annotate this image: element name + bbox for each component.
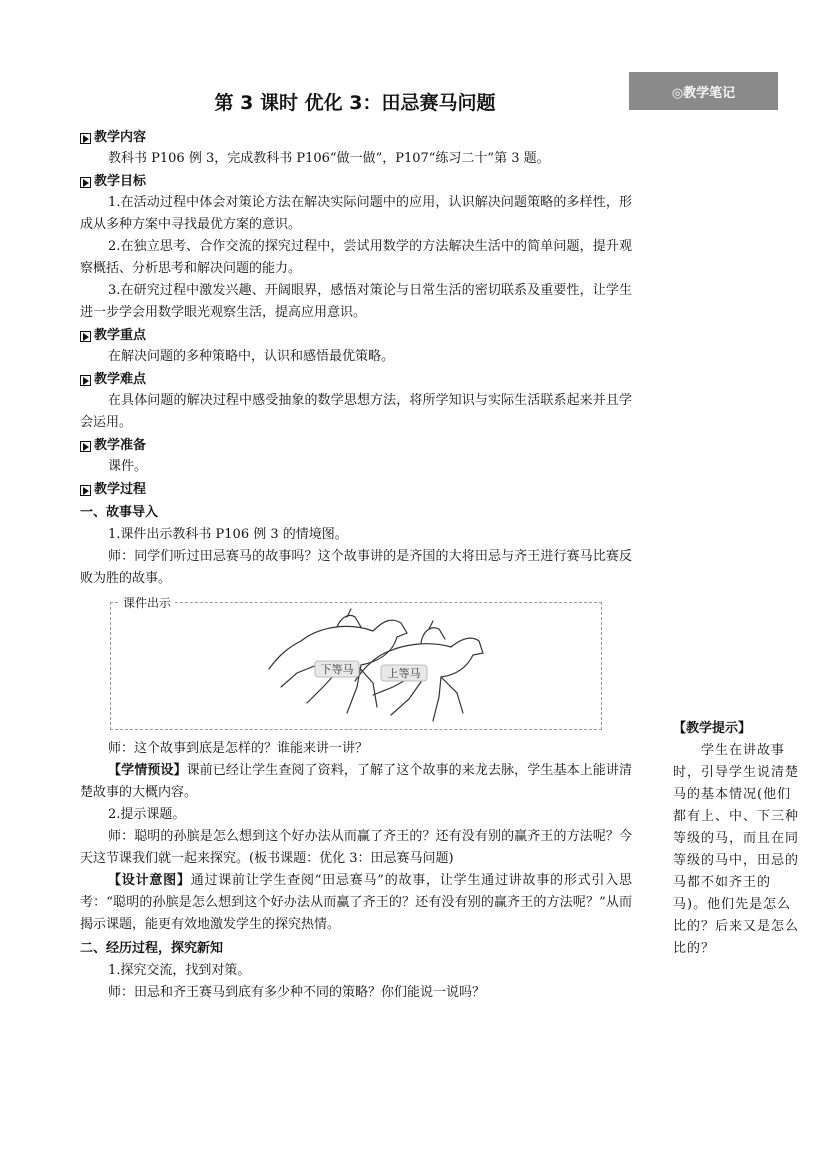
paragraph: 【设计意图】通过课前让学生查阅“田忌赛马”的故事，让学生通过讲故事的形式引入思考：“聪明的孙膑是怎么想到这个好办法从而赢了齐王的？还有没有别的赢齐王的方法呢？”从而揭示课题，能更有效地激发学生的探究热情。 — [80, 873, 632, 932]
key-text: 在解决问题的多种策略中，认识和感悟最优策略。 — [108, 349, 395, 364]
horse-race-illustration — [111, 603, 601, 729]
prep-text: 课件。 — [108, 459, 148, 474]
horse-label-right: 上等马 — [387, 667, 421, 680]
triangle-marker-icon — [80, 441, 91, 452]
teaching-notes-tab: ◎教学笔记 — [629, 72, 778, 110]
paragraph: 师：聪明的孙膑是怎么想到这个好办法从而赢了齐王的？还有没有别的赢齐王的方法呢？今天这节课我们就一起来探究。(板书课题：优化 3：田忌赛马问题) — [80, 829, 632, 866]
tip-text: 学生在讲故事时，引导学生说清楚马的基本情况(他们都有上、中、下三种等级的马，而且在同等级的马中，田忌的马都不如齐王的马)。他们先是怎么比的？后来又是怎么比的？ — [673, 743, 800, 956]
goal-item: 3.在研究过程中激发兴趣、开阔眼界，感悟对策论与日常生活的密切联系及重要性，让学生进一步学会用数学眼光观察生活，提高应用意识。 — [80, 283, 632, 320]
tip-heading: 【教学提示】 — [673, 721, 752, 736]
paragraph: 1.课件出示教科书 P106 例 3 的情境图。 — [108, 527, 348, 542]
page-title: 第 3 课时 优化 3：田忌赛马问题 — [214, 92, 496, 114]
paragraph: 师：同学们听过田忌赛马的故事吗？这个故事讲的是齐国的大将田忌与齐王进行赛马比赛反败为胜的故事。 — [80, 549, 632, 586]
section-heading-content: 教学内容 — [80, 128, 632, 148]
paragraph: 师：田忌和齐王赛马到底有多少种不同的策略？你们能说一说吗？ — [108, 985, 486, 1000]
difficulty-text: 在具体问题的解决过程中感受抽象的数学思想方法，将所学知识与实际生活联系起来并且学会运用。 — [80, 393, 632, 430]
part1-heading: 一、故事导入 — [80, 505, 159, 520]
horse-label-left: 下等马 — [320, 663, 354, 676]
marker-label: 【学情预设】 — [108, 763, 187, 778]
triangle-marker-icon — [80, 133, 91, 144]
section-heading-difficulty: 教学难点 — [80, 370, 632, 390]
marker-label: 【设计意图】 — [108, 873, 191, 888]
triangle-marker-icon — [80, 331, 91, 342]
content-text: 教科书 P106 例 3，完成教科书 P106“做一做”，P107“练习二十”第 3 题。 — [108, 151, 550, 166]
goal-item: 1.在活动过程中体会对策论方法在解决实际问题中的应用，认识解决问题策略的多样性，形成从多种方案中寻找最优方案的意识。 — [80, 195, 632, 232]
triangle-marker-icon — [80, 375, 91, 386]
section-heading-key: 教学重点 — [80, 326, 632, 346]
triangle-marker-icon — [80, 177, 91, 188]
figure-label: 课件出示 — [119, 594, 175, 611]
teaching-tip-sidebar — [673, 718, 803, 960]
section-heading-goals: 教学目标 — [80, 172, 632, 192]
goal-item: 2.在独立思考、合作交流的探究过程中，尝试用数学的方法解决生活中的简单问题，提升观察概括、分析思考和解决问题的能力。 — [80, 239, 632, 276]
part2-heading: 二、经历过程，探究新知 — [80, 941, 224, 956]
section-heading-process: 教学过程 — [80, 480, 632, 500]
paragraph: 师：这个故事到底是怎样的？谁能来讲一讲？ — [108, 741, 369, 756]
triangle-marker-icon — [80, 485, 91, 496]
courseware-figure — [110, 596, 602, 730]
paragraph: 【学情预设】课前已经让学生查阅了资料，了解了这个故事的来龙去脉，学生基本上能讲清楚故事的大概内容。 — [80, 763, 632, 800]
section-heading-prep: 教学准备 — [80, 436, 632, 456]
paragraph: 1.探究交流，找到对策。 — [108, 963, 251, 978]
main-content — [80, 126, 632, 1004]
paragraph: 2.提示课题。 — [108, 807, 186, 822]
